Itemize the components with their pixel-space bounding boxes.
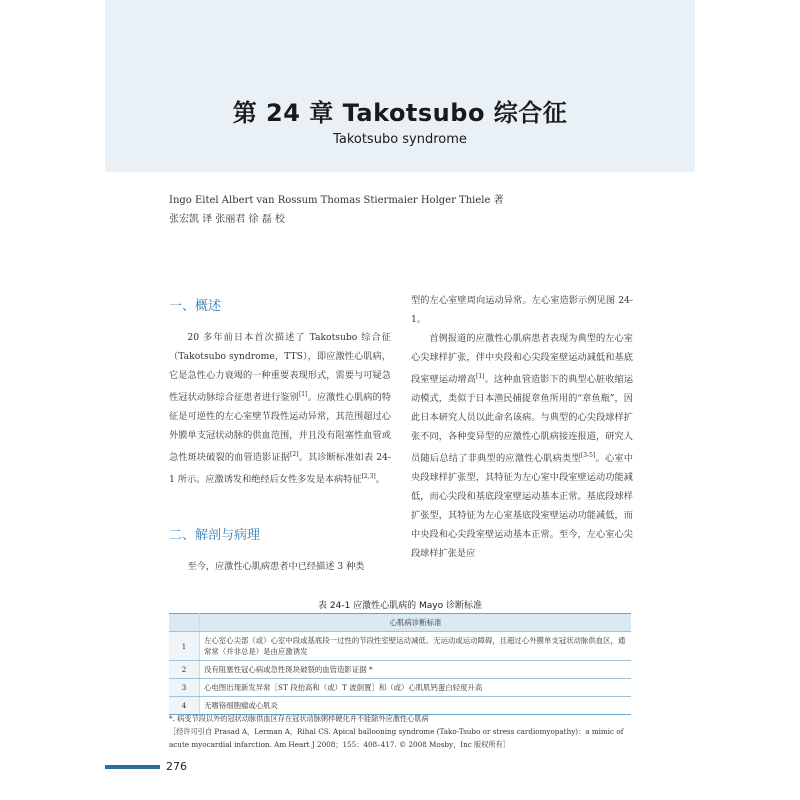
page-number: 276 [166, 760, 187, 773]
section-heading-overview: 一、概述 [169, 299, 222, 314]
translators-line: 张宏凯 译 张丽君 徐 磊 校 [169, 214, 285, 225]
right-paragraph-0: 型的左心室壁周向运动异常。左心室造影示例见图 24-1。 [411, 295, 633, 325]
citation: [2,3] [361, 473, 376, 481]
overview-text-end: 。 [375, 474, 385, 486]
anatomy-paragraph: 至今，应激性心肌病患者中已经描述 3 种类 [187, 561, 365, 572]
chapter-title: 第 24 章 Takotsubo 综合征 [232, 99, 568, 127]
mayo-criteria-table [169, 613, 631, 715]
citation: [1] [298, 391, 308, 398]
row-text: 心电图出现新发异常［ST 段抬高和（或）T 波倒置］和（或）心肌肌钙蛋白轻度升高 [200, 679, 632, 697]
right-text-1: 首例报道的应激性心肌病患者表现为典型的左心室心尖球样扩张，伴中央段和心尖段室壁运动减低和基底段室壁运动增高 [411, 333, 633, 386]
overview-text-1: 20 多年前日本首次描述了 Takotsubo 综合征（Takotsubo syndrome，TTS），即应激性心肌病，它是急性心力衰竭的一种重要表现形式，需要与可疑急性冠状动脉综合征患者进行鉴别 [169, 332, 391, 404]
section-heading-anatomy: 二、解剖与病理 [169, 528, 261, 543]
table-footnote: *. 病变节段以外的冠状动脉供血区存在冠状动脉粥样硬化并不能除外应激性心肌病 [169, 714, 429, 723]
right-text-2: 。这种血管造影下的典型心脏收缩运动模式，类似于日本渔民捕捉章鱼所用的“章鱼瓶”，因此日本研究人员以此命名该病。与典型的心尖段球样扩张不同，各种变异型的应激性心肌病接连报道，研究人员随后总结了非典型的应激性心肌病类型 [411, 374, 634, 465]
table-title: 表 24-1 应激性心肌病的 Mayo 诊断标准 [318, 601, 482, 611]
anatomy-intro [169, 557, 391, 576]
citation: [2] [290, 451, 299, 459]
left-column-text [169, 328, 391, 489]
table-header-cell: 心肌病诊断标准 [200, 614, 632, 632]
authors-line: Ingo Eitel Albert van Rossum Thomas Stiermaier Holger Thiele 著 [169, 195, 504, 206]
overview-paragraph [169, 328, 391, 489]
table-header-row [169, 614, 631, 632]
table-notes [169, 712, 639, 751]
table-row [169, 632, 631, 661]
table-row [169, 661, 631, 679]
row-number: 1 [169, 632, 200, 661]
row-number: 4 [169, 697, 200, 715]
table-row [169, 679, 631, 697]
overview-text-2: 。应激性心肌病的特征是可逆性的左心室壁节段性运动异常，其范围超过心外膜单支冠状动脉的供血范围，并且没有阻塞性血管或急性斑块破裂的血管造影证据 [169, 392, 392, 464]
row-text: 无嗜铬细胞瘤或心肌炎 [200, 697, 632, 715]
chapter-subtitle: Takotsubo syndrome [333, 132, 467, 147]
row-text: 没有阻塞性冠心病或急性斑块破裂的血管造影证据 * [200, 661, 632, 679]
citation: [3-5] [580, 452, 596, 460]
right-column-text [411, 291, 633, 563]
table-source-note: ［经许可引自 Prasad A，Lerman A，Rihal CS. Apical ballooning syndrome (Tako-Tsubo or stress cardiomyopathy)：a mimic of acute myocardial infarction. Am Heart J 2008；155：408–417. © 2008 Mosby，Inc 版权所有］ [169, 727, 624, 749]
table-header-num [169, 614, 200, 632]
row-number: 2 [169, 661, 200, 679]
right-paragraph-1 [411, 329, 633, 563]
row-number: 3 [169, 679, 200, 697]
page-number-bar [105, 765, 160, 769]
right-text-3: 。心室中央段球样扩张型，其特征为左心室中段室壁运动功能减低，而心尖段和基底段室壁运动基本正常。基底段球样扩张型，其特征为左心室基底段室壁运动功能减低，而中央段和心尖段室壁运动基本正常。至今，左心室心尖段球样扩张是应 [411, 453, 634, 560]
citation: [1] [475, 373, 485, 380]
row-text: 左心室心尖部（或）心室中段或基底段一过性的节段性室壁运动减低、无运动或运动障碍，且超过心外膜单支冠状动脉供血区，通常常（并非总是）是由应激诱发 [200, 632, 632, 661]
overview-text-3: 。其诊断标准如表 24-1 所示。应激诱发和绝经后女性多发是本病特征 [169, 452, 391, 486]
